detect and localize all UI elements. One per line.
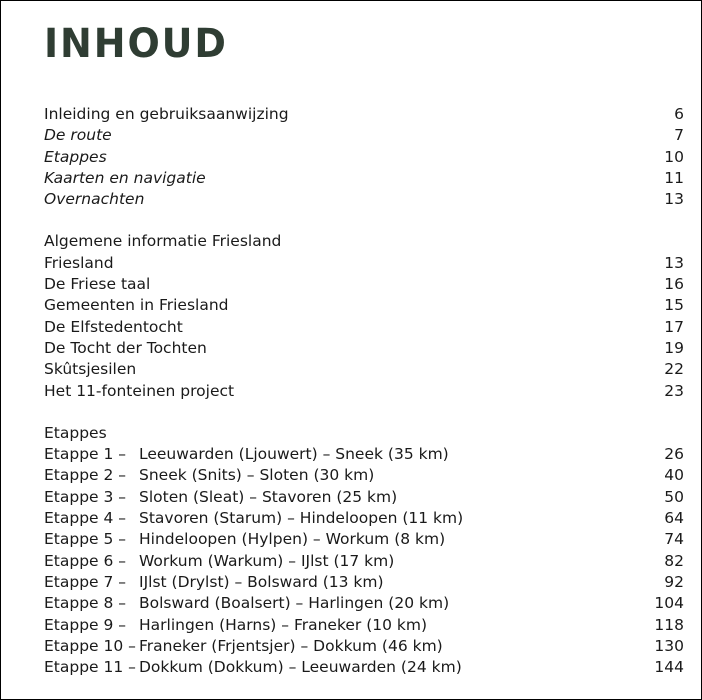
- toc-section-general-info: [44, 231, 684, 401]
- toc-entry-label: Inleiding en gebruiksaanwijzing: [44, 105, 289, 123]
- toc-entry-label: De Elfstedentocht: [44, 317, 183, 336]
- toc-entry-page: 144: [654, 658, 684, 677]
- toc-entry[interactable]: [44, 317, 684, 338]
- stage-route: Sloten (Sleat) – Stavoren (25 km): [139, 487, 398, 506]
- toc-entry-label: Friesland: [44, 253, 114, 272]
- stage-entry[interactable]: [44, 487, 684, 508]
- toc-entry[interactable]: [44, 189, 684, 210]
- stage-number: Etappe 11 –: [44, 658, 136, 677]
- toc-entry-page: 74: [664, 530, 684, 549]
- toc-entry-page: 40: [664, 466, 684, 485]
- toc-entry[interactable]: [44, 147, 684, 168]
- stage-route: Franeker (Frjentsjer) – Dokkum (46 km): [139, 636, 443, 655]
- stage-route: Sneek (Snits) – Sloten (30 km): [139, 466, 375, 485]
- stage-number: Etappe 2 –: [44, 466, 127, 485]
- toc-entry-label: De Friese taal: [44, 275, 151, 294]
- stage-route: Hindeloopen (Hylpen) – Workum (8 km): [139, 530, 446, 549]
- stage-entry[interactable]: [44, 657, 684, 678]
- toc-entry[interactable]: [44, 274, 684, 295]
- toc-entry-page: 10: [664, 147, 684, 166]
- toc-entry-label: Overnachten: [44, 190, 145, 209]
- stage-route: Harlingen (Harns) – Franeker (10 km): [139, 615, 428, 634]
- stage-entry[interactable]: [44, 636, 684, 657]
- toc-entry-label: Kaarten en navigatie: [44, 168, 206, 187]
- section-spacer: [44, 402, 684, 423]
- toc-entry-page: 13: [664, 253, 684, 272]
- table-of-contents: [44, 104, 684, 678]
- toc-entry-label: Skûtsjesilen: [44, 360, 137, 379]
- toc-entry-page: 82: [664, 551, 684, 570]
- toc-entry-label: Het 11-fonteinen project: [44, 381, 235, 400]
- toc-entry[interactable]: [44, 253, 684, 274]
- section-heading: Algemene informatie Friesland: [44, 232, 282, 251]
- toc-entry-page: 23: [664, 381, 684, 400]
- stage-number: Etappe 7 –: [44, 572, 127, 591]
- stage-entry[interactable]: [44, 444, 684, 465]
- toc-entry-label: Etappes: [44, 147, 107, 166]
- toc-entry[interactable]: [44, 381, 684, 402]
- stage-route: IJlst (Drylst) – Bolsward (13 km): [139, 572, 384, 591]
- toc-entry-page: 15: [664, 296, 684, 315]
- toc-entry-page: 92: [664, 572, 684, 591]
- stage-entry[interactable]: [44, 465, 684, 486]
- toc-entry-page: 19: [664, 338, 684, 357]
- page-title: INHOUD: [44, 21, 228, 67]
- toc-section-stages: [44, 423, 684, 679]
- toc-entry-page: 104: [654, 594, 684, 613]
- stage-entry[interactable]: [44, 572, 684, 593]
- stage-number: Etappe 8 –: [44, 594, 127, 613]
- toc-entry-page: 16: [664, 275, 684, 294]
- section-heading: Etappes: [44, 423, 107, 442]
- toc-entry-page: 6: [674, 105, 684, 123]
- section-spacer: [44, 210, 684, 231]
- stage-route: Workum (Warkum) – IJlst (17 km): [139, 551, 395, 570]
- stage-entry[interactable]: [44, 593, 684, 614]
- toc-entry-label: De route: [44, 126, 112, 145]
- toc-entry-page: 13: [664, 190, 684, 209]
- stage-route: Leeuwarden (Ljouwert) – Sneek (35 km): [139, 445, 449, 464]
- stage-entry[interactable]: [44, 551, 684, 572]
- toc-entry[interactable]: [44, 125, 684, 146]
- stage-route: Dokkum (Dokkum) – Leeuwarden (24 km): [139, 658, 462, 677]
- stage-entry[interactable]: [44, 615, 684, 636]
- stage-number: Etappe 6 –: [44, 551, 127, 570]
- toc-entry-page: 11: [664, 168, 684, 187]
- stage-entry[interactable]: [44, 529, 684, 550]
- toc-entry-page: 22: [664, 360, 684, 379]
- stage-route: Stavoren (Starum) – Hindeloopen (11 km): [139, 509, 464, 528]
- toc-entry-page: 7: [674, 126, 684, 145]
- stage-number: Etappe 9 –: [44, 615, 127, 634]
- toc-entry[interactable]: [44, 359, 684, 380]
- stage-number: Etappe 3 –: [44, 487, 127, 506]
- stage-number: Etappe 4 –: [44, 509, 127, 528]
- toc-entry-page: 130: [654, 636, 684, 655]
- stage-number: Etappe 5 –: [44, 530, 127, 549]
- toc-entry-page: 64: [664, 509, 684, 528]
- toc-entry-page: 26: [664, 445, 684, 464]
- toc-entry-page: 118: [654, 615, 684, 634]
- stage-number: Etappe 1 –: [44, 445, 127, 464]
- toc-entry[interactable]: [44, 338, 684, 359]
- toc-section-intro: [44, 104, 684, 210]
- toc-entry-label: Gemeenten in Friesland: [44, 296, 229, 315]
- toc-entry[interactable]: [44, 168, 684, 189]
- toc-entry-page: 17: [664, 317, 684, 336]
- toc-entry-page: 50: [664, 487, 684, 506]
- toc-entry-label: De Tocht der Tochten: [44, 338, 207, 357]
- toc-entry[interactable]: [44, 295, 684, 316]
- toc-entry[interactable]: [44, 104, 684, 125]
- stage-entry[interactable]: [44, 508, 684, 529]
- stage-number: Etappe 10 –: [44, 636, 136, 655]
- stage-route: Bolsward (Boalsert) – Harlingen (20 km): [139, 594, 450, 613]
